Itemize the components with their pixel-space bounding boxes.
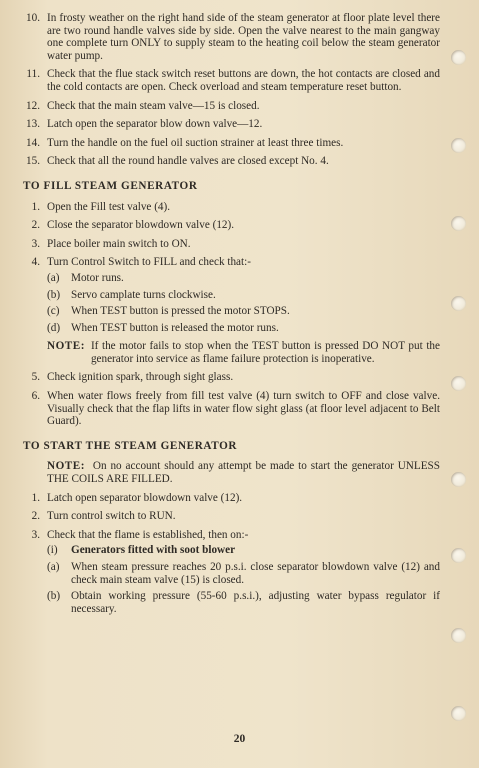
step-number: 14.: [26, 136, 40, 149]
step-text: Place boiler main switch to ON.: [47, 237, 191, 250]
step-number: 3.: [31, 528, 40, 541]
step-number: 11.: [26, 68, 40, 81]
step-text: Turn Control Switch to FILL and check that:-: [47, 256, 251, 269]
step-number: 15.: [26, 155, 40, 168]
note-label: NOTE:: [47, 340, 85, 353]
step-number: 12.: [26, 99, 40, 112]
step-text: Turn control switch to RUN.: [47, 510, 176, 523]
fill-note: [47, 340, 440, 365]
page-number: 20: [233, 733, 246, 745]
fill-substep-b: [47, 289, 440, 302]
fill-step-3: [20, 238, 440, 251]
step-number: 10.: [26, 12, 40, 24]
fill-step-4: [20, 256, 440, 269]
step-text: Check that the flue stack switch reset buttons are down, the hot contacts are closed and the cold contacts are open. Check overload and steam temperature reset button.: [47, 68, 440, 93]
substep-label: (a): [47, 561, 60, 573]
substep-label: (b): [47, 590, 61, 603]
binder-hole-6: [451, 472, 466, 487]
binder-hole-1: [451, 50, 466, 65]
step-number: 2.: [31, 219, 40, 232]
start-substep-i: [47, 544, 440, 557]
step-number: 3.: [31, 237, 40, 250]
start-step-3: [20, 529, 440, 542]
binder-hole-2: [451, 138, 466, 153]
step-number: 6.: [31, 390, 40, 403]
binder-hole-5: [451, 376, 466, 391]
page-content: [20, 12, 440, 619]
fill-substep-d: [47, 322, 440, 335]
start-substep-a: [47, 561, 440, 586]
substep-label: (d): [47, 321, 61, 334]
substep-label: (a): [47, 271, 60, 284]
section-heading-start: TO START THE STEAM GENERATOR: [23, 439, 238, 452]
step-number: 5.: [31, 371, 40, 384]
fill-steps-list: [20, 201, 440, 428]
steps-list-top: [20, 12, 440, 168]
step-12: [20, 100, 440, 113]
step-text: Latch open separator blowdown valve (12).: [47, 491, 243, 504]
substep-text: When steam pressure reaches 20 p.s.i. close separator blowdown valve (12) and check main steam valve (15) is closed.: [71, 561, 440, 586]
step-10: [20, 12, 440, 62]
step-number: 13.: [26, 118, 40, 131]
fill-substep-a: [47, 272, 440, 285]
fill-step-6: [20, 390, 440, 428]
start-steps-list: [20, 492, 440, 616]
start-step-1: [20, 492, 440, 505]
step-text: When water flows freely from fill test valve (4) turn switch to OFF and close valve. Visually check that the flap lifts in water flow sight glass (at floor level adjacent to Belt Guard).: [47, 390, 440, 428]
binder-hole-7: [451, 548, 466, 563]
note-text: If the motor fails to stop when the TEST button is pressed DO NOT put the generator into service as flame failure protection is inoperative.: [90, 340, 440, 365]
start-note: [47, 460, 440, 485]
substep-text: Generators fitted with soot blower: [71, 544, 236, 557]
binder-hole-3: [451, 216, 466, 231]
fill-step-1: [20, 201, 440, 214]
step-11: [20, 68, 440, 93]
step-13: [20, 118, 440, 131]
section-heading-fill: TO FILL STEAM GENERATOR: [23, 179, 198, 192]
note-text: On no account should any attempt be made to start the generator UNLESS THE COILS ARE FILLED.: [47, 460, 440, 486]
binder-hole-4: [451, 296, 466, 311]
start-step-2: [20, 510, 440, 523]
step-14: [20, 137, 440, 150]
step-text: Close the separator blowdown valve (12).: [47, 219, 235, 232]
substep-text: When TEST button is released the motor runs.: [71, 321, 279, 334]
substep-label: (c): [47, 305, 60, 318]
step-text: In frosty weather on the right hand side of the steam generator at floor plate level there are two round handle valves side by side. Open the valve nearest to the main gangway one complete turn ONLY to supply steam to the heating coil below the steam generator water pump.: [47, 12, 440, 62]
start-substep-b: [47, 590, 440, 615]
substep-text: Servo camplate turns clockwise.: [71, 288, 216, 301]
step-number: 2.: [31, 510, 40, 523]
binder-hole-8: [451, 628, 466, 643]
fill-substep-c: [47, 305, 440, 318]
step-15: [20, 155, 440, 168]
substep-label: (b): [47, 288, 61, 301]
step-number: 1.: [31, 491, 40, 504]
substep-text: When TEST button is pressed the motor STOPS.: [71, 305, 290, 318]
note-label: NOTE:: [47, 460, 85, 473]
step-text: Open the Fill test valve (4).: [47, 200, 171, 213]
substep-text: Obtain working pressure (55-60 p.s.i.), adjusting water bypass regulator if necessary.: [71, 590, 440, 615]
step-number: 1.: [31, 200, 40, 213]
fill-step-5: [20, 371, 440, 384]
step-text: Turn the handle on the fuel oil suction strainer at least three times.: [47, 136, 344, 149]
step-number: 4.: [31, 256, 40, 269]
step-text: Check that all the round handle valves are closed except No. 4.: [47, 155, 329, 168]
substep-label: (i): [47, 544, 58, 557]
step-text: Check ignition spark, through sight glass.: [47, 371, 234, 384]
step-text: Check that the flame is established, then on:-: [47, 528, 249, 541]
step-text: Check that the main steam valve—15 is closed.: [47, 99, 260, 112]
fill-step-2: [20, 219, 440, 232]
substep-text: Motor runs.: [71, 271, 124, 284]
step-text: Latch open the separator blow down valve—12.: [47, 118, 263, 131]
binder-hole-9: [451, 706, 466, 721]
